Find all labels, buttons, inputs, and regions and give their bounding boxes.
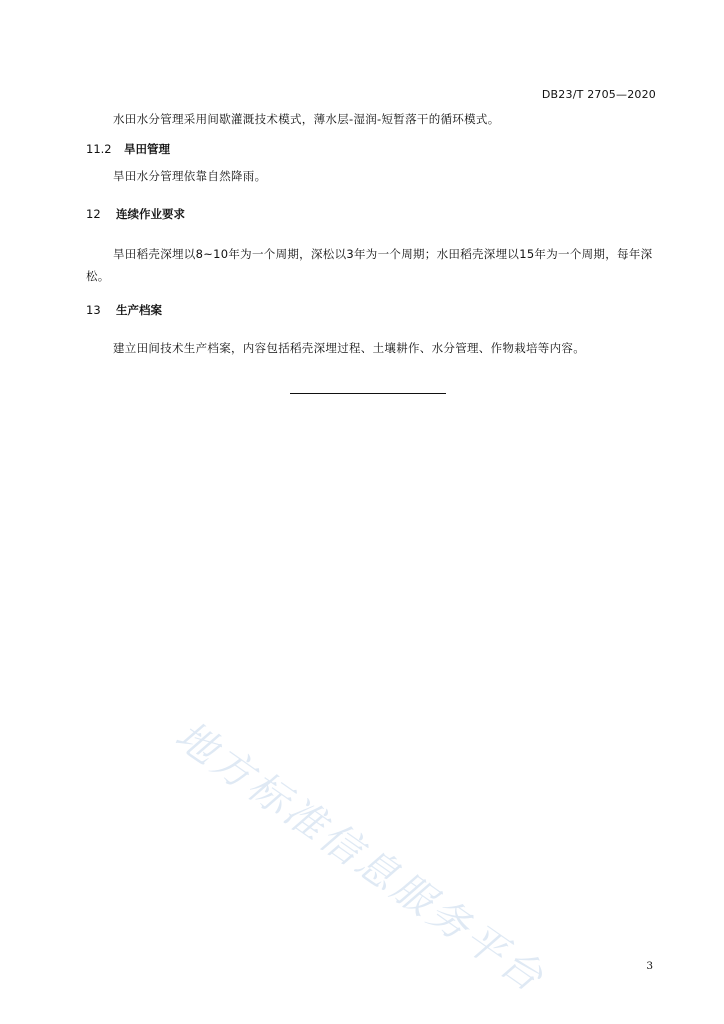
watermark: 地方标准信息服务平台 <box>166 712 554 1003</box>
section-13-paragraph: 建立田间技术生产档案，内容包括稻壳深埋过程、土壤耕作、水分管理、作物栽培等内容。 <box>113 341 585 355</box>
document-code: DB23/T 2705—2020 <box>541 88 656 101</box>
section-12-paragraph: 旱田稻壳深埋以8~10年为一个周期，深松以3年为一个周期；水田稻壳深埋以15年为一个周期，每年深松。 <box>86 247 653 283</box>
end-of-document-rule <box>290 393 446 394</box>
section-12-number: 12 <box>86 207 101 221</box>
section-13-heading <box>86 302 162 318</box>
section-11-2-heading <box>86 141 170 157</box>
section-13-number: 13 <box>86 303 101 317</box>
paddy-water-paragraph: 水田水分管理采用间歇灌溉技术模式，薄水层-湿润-短暂落干的循环模式。 <box>113 112 500 126</box>
section-13-title: 生产档案 <box>116 303 163 317</box>
section-12-heading <box>86 206 185 222</box>
section-11-2-title: 旱田管理 <box>124 142 171 156</box>
page-number: 3 <box>646 960 653 972</box>
section-11-2-number: 11.2 <box>86 142 112 156</box>
section-12-title: 连续作业要求 <box>116 207 186 221</box>
section-11-2-paragraph: 旱田水分管理依靠自然降雨。 <box>113 169 267 183</box>
